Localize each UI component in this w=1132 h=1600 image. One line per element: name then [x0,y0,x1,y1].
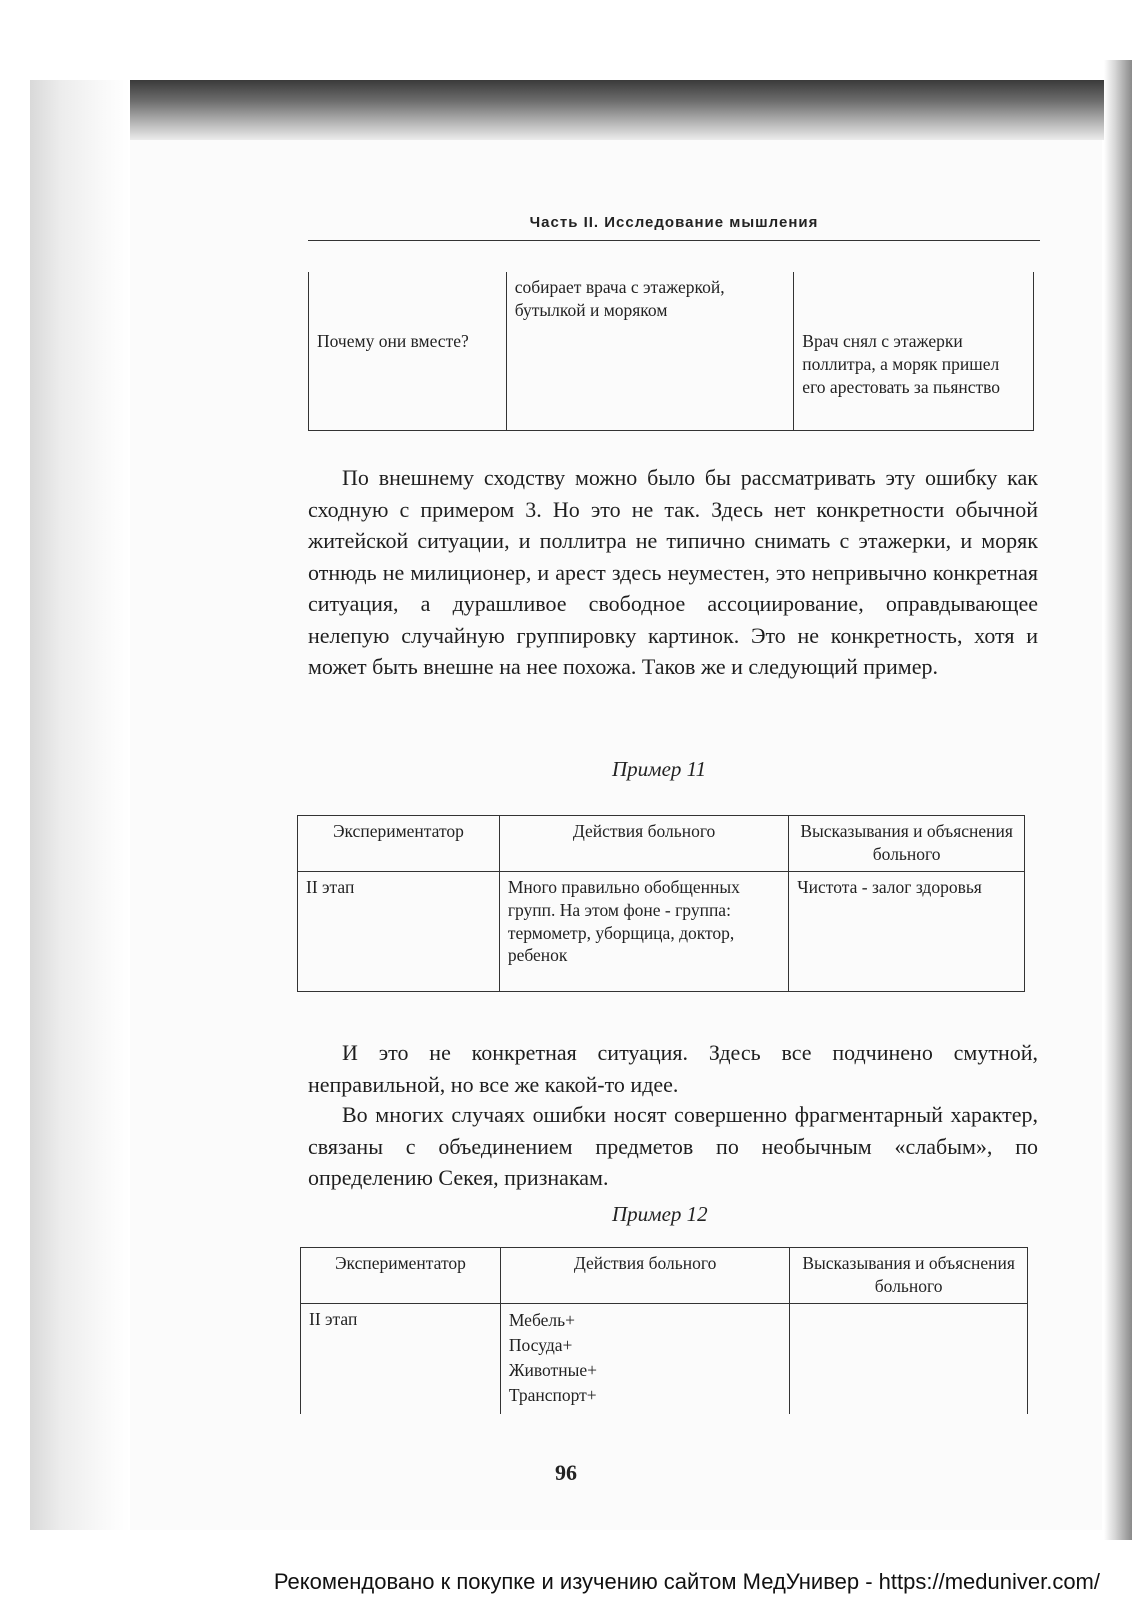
paragraph-2-text: И это не конкретная ситуация. Здесь все подчинено смутной, неправильной, но все же какой-то идее. [308,1040,1038,1097]
running-head: Часть II. Исследование мышления [529,214,819,231]
action-item: Транспорт+ [508,1385,597,1405]
paragraph-1-text: По внешнему сходству можно было бы рассматривать эту ошибку как сходную с примером 3. Но это не так. Здесь нет конкретности обычной житейской ситуации, и поллитра не типично снимать с этажерки, и моряк отнюдь не милиционер, и арест здесь неуместен, это непривычно конкретная ситуация, а дурашливое свободное ассоциирование, оправдывающее нелепую случайную группировку картинок. Это не конкретность, хотя и может быть внешне на нее похожа. Таков же и следующий пример. [308,465,1038,679]
actions-cell [506,272,794,430]
header-rule [308,240,1040,241]
paragraph-2 [308,1037,1038,1100]
column-header-statements: Высказывания и объяснения больного [789,816,1025,872]
table-header-row [301,1248,1028,1304]
table-row [309,272,1034,430]
action-item: Посуда+ [508,1335,573,1355]
page-number: 96 [555,1460,577,1485]
column-header-experimenter: Экспериментатор [298,816,500,872]
column-header-actions: Действия больного [499,816,788,872]
actions-cell: Много правильно обобщенных групп. На этом фоне - группа: термометр, уборщица, доктор, ребенок [499,872,788,992]
scan-shadow-top [30,80,1132,140]
experimenter-text: Почему они вместе? [317,331,469,351]
scan-shadow-right [1104,60,1132,1540]
example-12-caption: Пример 12 [612,1202,708,1226]
actions-cell [500,1304,789,1414]
example-11-caption: Пример 11 [612,757,707,781]
example-11-table [297,815,1025,992]
table-row [298,872,1025,992]
action-item: Животные+ [508,1360,597,1380]
statements-cell [790,1304,1028,1414]
action-item: Мебель+ [508,1310,575,1330]
experimenter-cell: II этап [298,872,500,992]
statements-cell: Чистота - залог здоровья [789,872,1025,992]
footer-recommendation: Рекомендовано к покупке и изучению сайтом МедУнивер - https://meduniver.com/ [273,1569,1100,1594]
scan-shadow-left [30,80,130,1530]
paragraph-3 [308,1099,1038,1194]
column-header-actions: Действия больного [500,1248,789,1304]
table-row [301,1304,1028,1414]
table-header-row [298,816,1025,872]
example-12-table [300,1247,1028,1414]
column-header-statements: Высказывания и объяснения больного [790,1248,1028,1304]
statements-text: Врач снял с этажерки поллитра, а моряк пришел его арестовать за пьянство [802,331,1001,397]
experimenter-cell [309,272,507,430]
paragraph-3-text: Во многих случаях ошибки носят совершенно фрагментарный характер, связаны с объединением предметов по необычным «слабым», по определению Секея, признакам. [308,1102,1038,1190]
experimenter-cell: II этап [301,1304,501,1414]
paragraph-1 [308,462,1038,683]
statements-cell [794,272,1034,430]
table-continuation [308,272,1034,431]
column-header-experimenter: Экспериментатор [301,1248,501,1304]
actions-text: собирает врача с этажеркой, бутылкой и моряком [514,277,725,320]
